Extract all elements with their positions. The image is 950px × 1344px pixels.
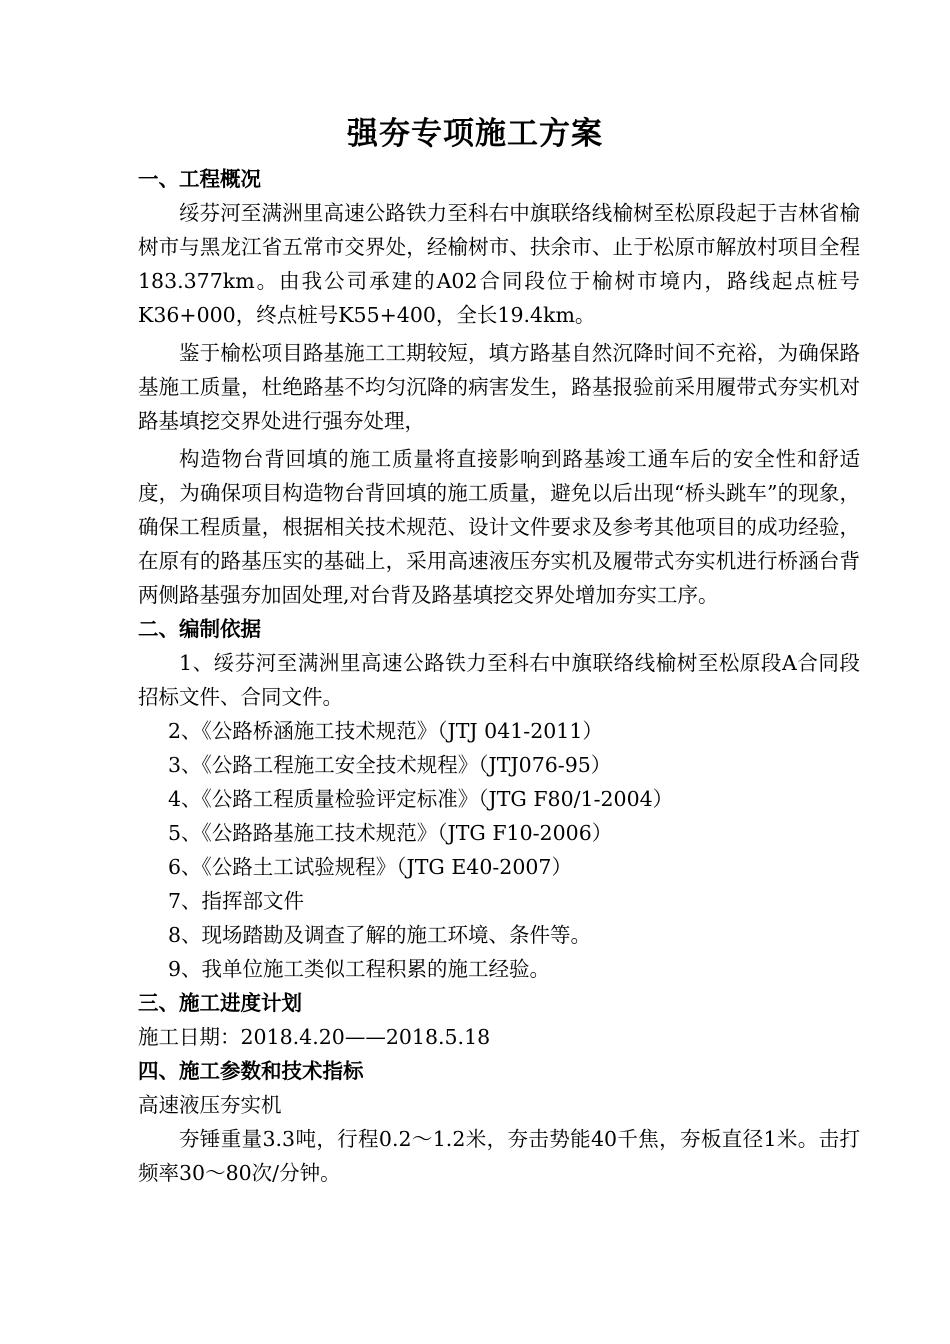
schedule-dates: 施工日期：2018.4.20——2018.5.18	[138, 1025, 491, 1049]
section-heading-parameters: 四、施工参数和技术指标	[138, 1059, 364, 1083]
basis-item: 7、指挥部文件	[168, 889, 305, 913]
parameters-subheading: 高速液压夯实机	[138, 1093, 282, 1117]
section-heading-schedule: 三、施工进度计划	[138, 991, 302, 1015]
basis-item: 2、《公路桥涵施工技术规范》（JTJ 041-2011）	[168, 719, 603, 743]
section-heading-basis: 二、编制依据	[138, 617, 261, 641]
basis-item: 6、《公路土工试验规程》（JTG E40-2007）	[168, 855, 572, 879]
basis-item: 5、《公路路基施工技术规范》（JTG F10-2006）	[168, 821, 613, 845]
overview-paragraph-2: 鉴于榆松项目路基施工工期较短，填方路基自然沉降时间不充裕，为确保路基施工质量，杜绝路基不均匀沉降的病害发生，路基报验前采用履带式夯实机对路基填挖交界处进行强夯处理，	[138, 341, 860, 433]
basis-item: 8、现场踏勘及调查了解的施工环境、条件等。	[168, 923, 592, 947]
basis-item: 4、《公路工程质量检验评定标准》（JTG F80/1-2004）	[168, 787, 674, 811]
overview-paragraph-1: 绥芬河至满洲里高速公路铁力至科右中旗联络线榆树至松原段起于吉林省榆树市与黑龙江省五常市交界处，经榆树市、扶余市、止于松原市解放村项目全程183.377km。由我公司承建的A02合同段位于榆树市境内，路线起点桩号K36+000，终点桩号K55+400，全长19.4km。	[138, 201, 860, 327]
basis-item: 1、绥芬河至满洲里高速公路铁力至科右中旗联络线榆树至松原段A合同段招标文件、合同文件。	[138, 651, 860, 709]
overview-paragraph-3: 构造物台背回填的施工质量将直接影响到路基竣工通车后的安全性和舒适度，为确保项目构造物台背回填的施工质量，避免以后出现“桥头跳车”的现象，确保工程质量，根据相关技术规范、设计文件要求及参考其他项目的成功经验，在原有的路基压实的基础上，采用高速液压夯实机及履带式夯实机进行桥涵台背两侧路基强夯加固处理,对台背及路基填挖交界处增加夯实工序。	[138, 447, 860, 607]
section-heading-overview: 一、工程概况	[138, 167, 261, 191]
document-body	[138, 162, 860, 1190]
parameters-paragraph: 夯锤重量3.3吨，行程0.2～1.2米，夯击势能40千焦，夯板直径1米。击打频率30～80次/分钟。	[138, 1127, 860, 1185]
basis-item: 9、我单位施工类似工程积累的施工经验。	[168, 957, 551, 981]
document-title: 强夯专项施工方案	[347, 116, 603, 152]
basis-item: 3、《公路工程施工安全技术规程》（JTJ076-95）	[168, 753, 612, 777]
